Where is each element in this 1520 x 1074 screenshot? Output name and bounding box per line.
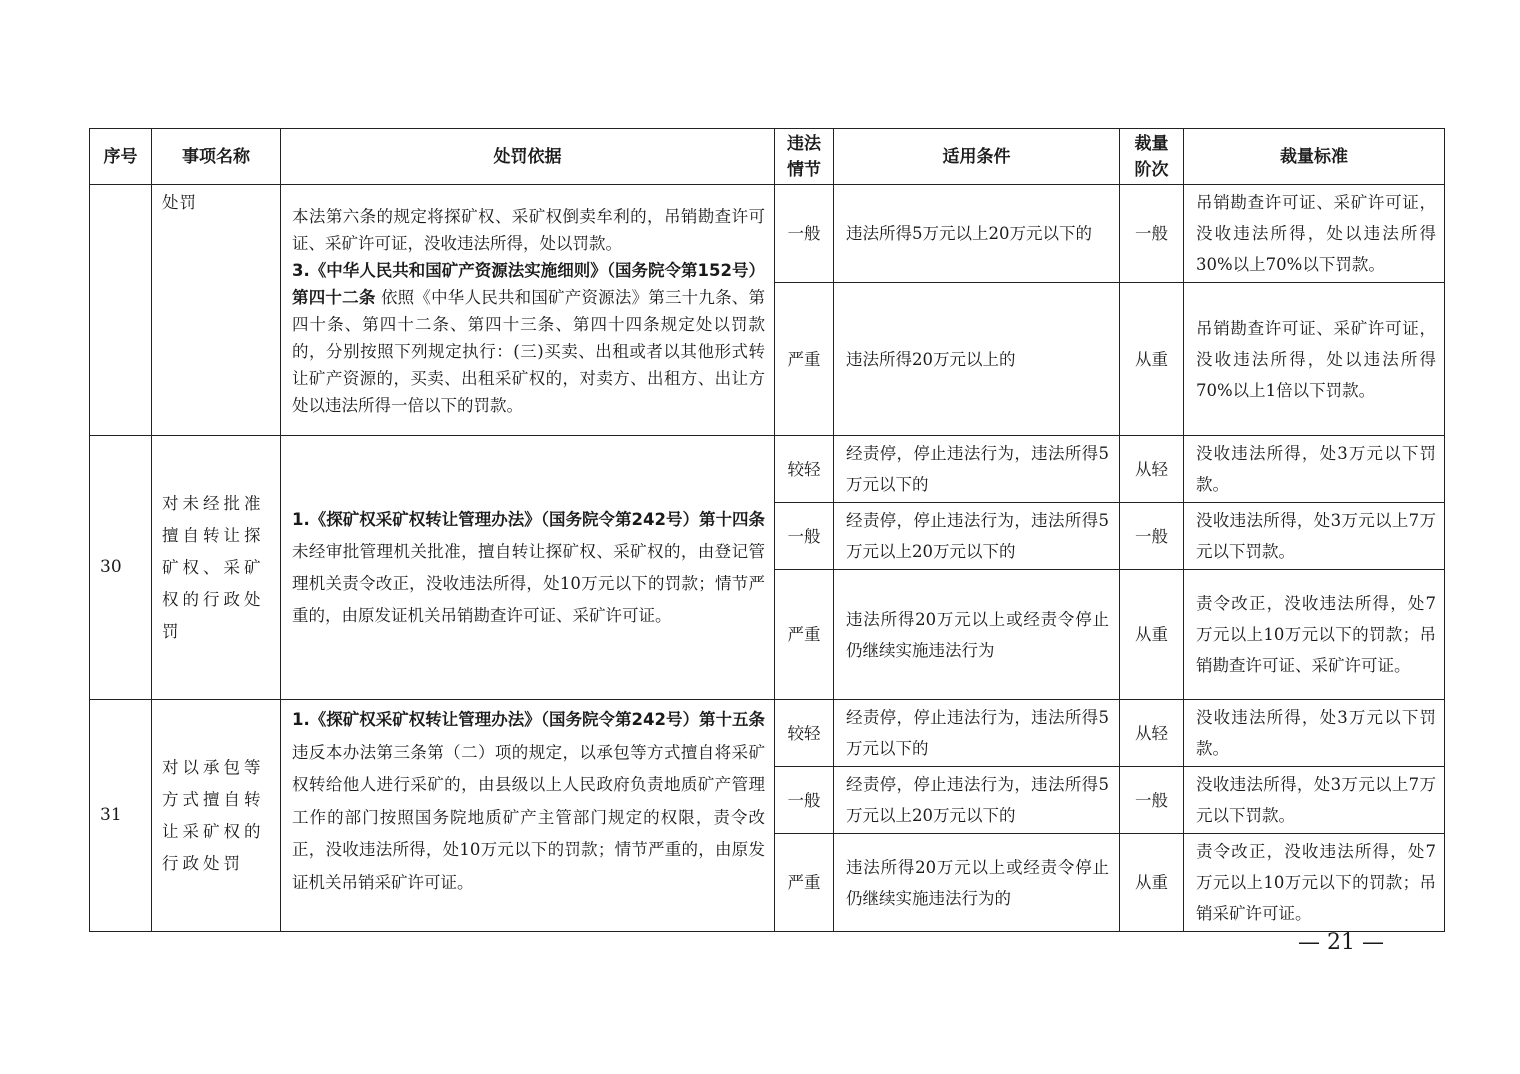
table-row	[90, 436, 1445, 503]
level-cell: 一般	[1120, 503, 1184, 570]
item-name-cell: 对未经批准擅自转让探矿权、采矿权的行政处罚	[152, 436, 281, 700]
plot-cell: 严重	[775, 283, 834, 436]
level-cell: 从轻	[1120, 436, 1184, 503]
level-cell: 从重	[1120, 834, 1184, 932]
page-number: — 21 —	[1298, 930, 1384, 955]
item-name-cell: 对以承包等方式擅自转让采矿权的行政处罚	[152, 700, 281, 932]
basis-text: 本法第六条的规定将探矿权、采矿权倒卖牟利的，吊销勘查许可证、采矿许可证，没收违法所得，处以罚款。	[292, 206, 765, 253]
plot-cell: 严重	[775, 570, 834, 700]
condition-cell: 经责停，停止违法行为，违法所得5万元以下的	[834, 700, 1120, 767]
seq-cell-continued	[90, 185, 152, 436]
header-level	[1120, 129, 1184, 185]
condition-cell: 经责停，停止违法行为，违法所得5万元以上20万元以下的	[834, 767, 1120, 834]
condition-cell: 违法所得5万元以上20万元以下的	[834, 185, 1120, 283]
standard-cell: 没收违法所得，处3万元以上7万元以下罚款。	[1184, 503, 1445, 570]
item-name-cell-continued: 处罚	[152, 185, 281, 436]
plot-cell: 较轻	[775, 436, 834, 503]
basis-cell	[281, 700, 775, 932]
basis-text: 依照《中华人民共和国矿产资源法》第三十九条、第四十条、第四十二条、第四十三条、第四十四条规定处以罚款的，分别按照下列规定执行：(三)买卖、出租或者以其他形式转让矿产资源的，买卖、出租采矿权的，对卖方、出租方、出让方处以违法所得一倍以下的罚款。	[292, 287, 765, 415]
basis-cell	[281, 436, 775, 700]
level-cell: 从重	[1120, 283, 1184, 436]
basis-law-title: 1.《探矿权采矿权转让管理办法》（国务院令第242号）第十四条	[292, 510, 765, 529]
condition-cell: 违法所得20万元以上或经责令停止仍继续实施违法行为的	[834, 834, 1120, 932]
condition-cell: 经责停，停止违法行为，违法所得5万元以下的	[834, 436, 1120, 503]
header-level-line1: 裁量	[1134, 133, 1169, 154]
header-plot-line2: 情节	[787, 159, 821, 180]
header-plot	[775, 129, 834, 185]
basis-text: 违反本办法第三条第（二）项的规定，以承包等方式擅自将采矿权转给他人进行采矿的，由县级以上人民政府负责地质矿产管理工作的部门按照国务院地质矿产主管部门规定的权限，责令改正，没收违法所得，处10万元以下的罚款；情节严重的，由原发证机关吊销采矿许可证。	[292, 742, 765, 892]
level-cell: 一般	[1120, 767, 1184, 834]
level-cell: 从轻	[1120, 700, 1184, 767]
standard-cell: 没收违法所得，处3万元以下罚款。	[1184, 700, 1445, 767]
header-condition: 适用条件	[834, 129, 1120, 185]
basis-cell-continued	[281, 185, 775, 436]
standard-cell: 没收违法所得，处3万元以下罚款。	[1184, 436, 1445, 503]
basis-text: 未经审批管理机关批准，擅自转让探矿权、采矿权的，由登记管理机关责令改正，没收违法所得，处10万元以下的罚款；情节严重的，由原发证机关吊销勘查许可证、采矿许可证。	[292, 542, 765, 625]
standard-cell: 没收违法所得，处3万元以上7万元以下罚款。	[1184, 767, 1445, 834]
plot-cell: 较轻	[775, 700, 834, 767]
header-seq: 序号	[90, 129, 152, 185]
level-cell: 从重	[1120, 570, 1184, 700]
basis-law-title: 1.《探矿权采矿权转让管理办法》（国务院令第242号）第十五条	[292, 710, 765, 729]
standard-cell: 吊销勘查许可证、采矿许可证，没收违法所得，处以违法所得30%以上70%以下罚款。	[1184, 185, 1445, 283]
standard-cell: 吊销勘查许可证、采矿许可证，没收违法所得，处以违法所得70%以上1倍以下罚款。	[1184, 283, 1445, 436]
header-standard: 裁量标准	[1184, 129, 1445, 185]
table-row	[90, 700, 1445, 767]
plot-cell: 一般	[775, 503, 834, 570]
condition-cell: 违法所得20万元以上或经责令停止仍继续实施违法行为	[834, 570, 1120, 700]
plot-cell: 一般	[775, 185, 834, 283]
header-basis: 处罚依据	[281, 129, 775, 185]
seq-cell: 31	[90, 700, 152, 932]
level-cell: 一般	[1120, 185, 1184, 283]
penalty-discretion-table	[89, 128, 1445, 932]
header-item-name: 事项名称	[152, 129, 281, 185]
header-plot-line1: 违法	[787, 133, 821, 154]
seq-cell: 30	[90, 436, 152, 700]
condition-cell: 违法所得20万元以上的	[834, 283, 1120, 436]
basis-law-title: 3.《中华人民共和国矿产资源法实施细则》（国务院令第152号）第四十二条	[292, 260, 765, 307]
plot-cell: 严重	[775, 834, 834, 932]
condition-cell: 经责停，停止违法行为，违法所得5万元以上20万元以下的	[834, 503, 1120, 570]
standard-cell: 责令改正，没收违法所得，处7万元以上10万元以下的罚款；吊销勘查许可证、采矿许可证。	[1184, 570, 1445, 700]
header-level-line2: 阶次	[1134, 159, 1169, 180]
table-row	[90, 185, 1445, 283]
standard-cell: 责令改正，没收违法所得，处7万元以上10万元以下的罚款；吊销采矿许可证。	[1184, 834, 1445, 932]
header-row	[90, 129, 1445, 185]
plot-cell: 一般	[775, 767, 834, 834]
